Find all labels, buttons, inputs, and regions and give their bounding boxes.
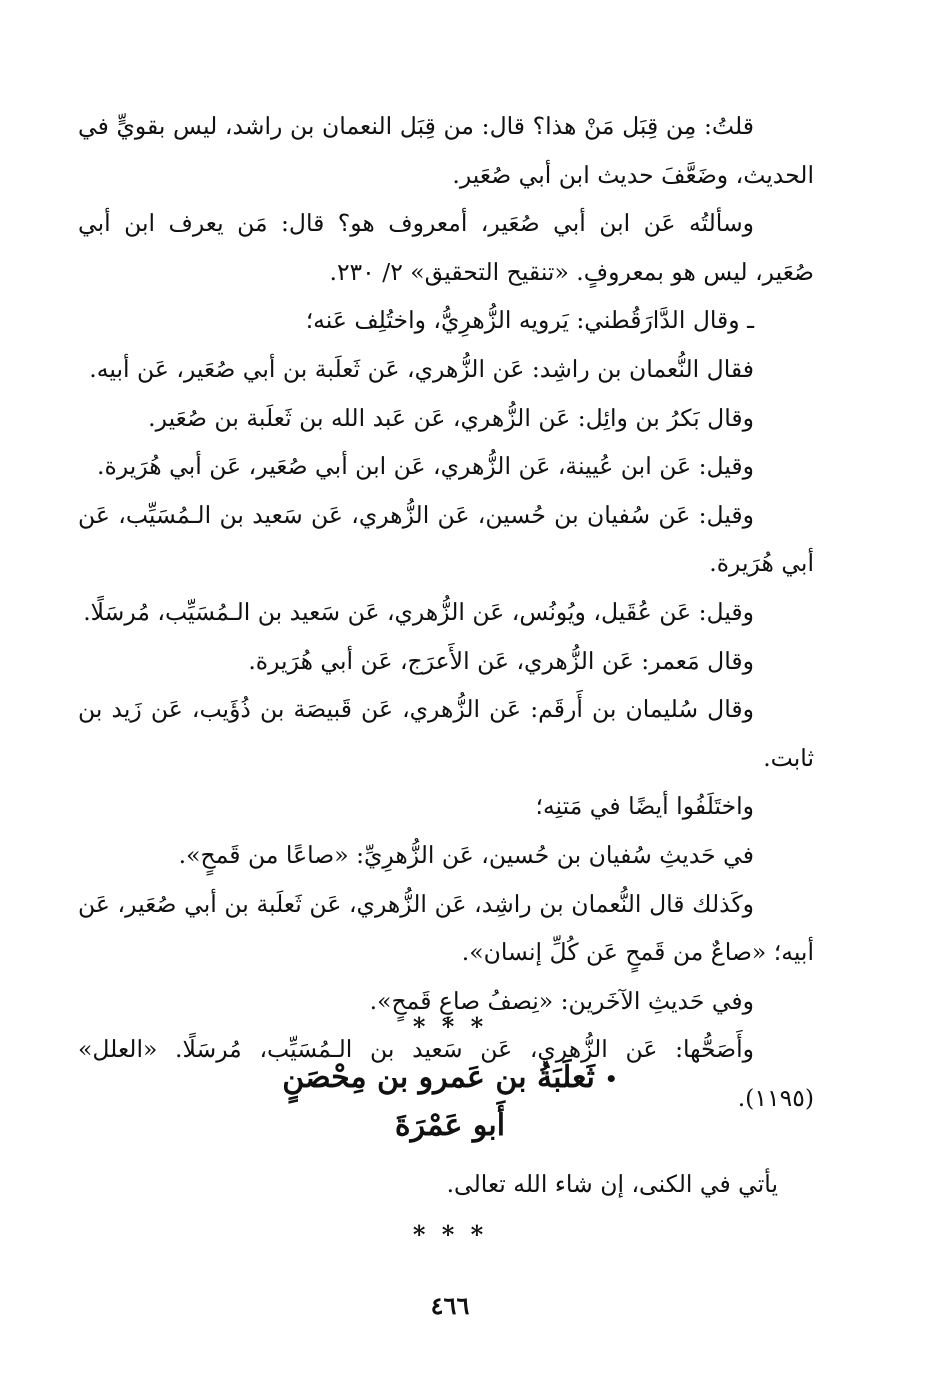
paragraph: في حَديثِ سُفيان بن حُسين، عَن الزُّهرِيِّ: «صاعًا من قَمحٍ». xyxy=(178,840,754,869)
paragraph: ـ وقال الدَّارَقُطني: يَرويه الزُّهرِيُّ، واختُلِف عَنه؛ xyxy=(305,306,754,335)
paragraph: وقال بَكرُ بن وائِل: عَن الزُّهري، عَن عَبد الله بن ثَعلَبة بن صُعَير. xyxy=(148,403,754,432)
paragraph: قلتُ: مِن قِبَل مَنْ هذا؟ قال: من قِبَل النعمان بن راشد، ليس بقويٍّ في الحديث، وضَعَّفَ حديث ابن أبي صُعَير. xyxy=(78,112,814,189)
entry-title xyxy=(0,1058,900,1099)
paragraph: وقيل: عَن ابن عُيينة، عَن الزُّهري، عَن ابن أبي صُعَير، عَن أبي هُرَيرة. xyxy=(97,452,754,481)
section-separator: * * * xyxy=(412,1220,488,1249)
paragraph: وقيل: عَن عُقَيل، ويُونُس، عَن الزُّهري، عَن سَعيد بن الـمُسَيِّب، مُرسَلًا. xyxy=(83,597,754,626)
paragraph: وقال سُليمان بن أَرقَم: عَن الزُّهري، عَن قَبيصَة بن ذُؤَيب، عَن زَيد بن ثابت. xyxy=(78,695,814,772)
entry-subtitle: أَبو عَمْرَةَ xyxy=(394,1108,506,1143)
paragraph: وكَذلك قال النُّعمان بن راشِد، عَن الزُّهري، عَن ثَعلَبة بن أبي صُعَير، عَن أبيه؛ «صاعٌ من قَمحٍ عَن كُلِّ إنسان». xyxy=(78,889,814,967)
paragraph: وسألتُه عَن ابن أبي صُعَير، أمعروف هو؟ قال: مَن يعرف ابن أبي صُعَير، ليس هو بمعروفٍ. «تنقيح التحقيق» ٢/ ٢٣٠. xyxy=(78,209,814,286)
paragraph: وفي حَديثِ الآخَرين: «نِصفُ صاعِ قَمحٍ». xyxy=(369,986,754,1015)
page-number: ٤٦٦ xyxy=(430,1291,470,1320)
paragraph: وقيل: عَن سُفيان بن حُسين، عَن الزُّهري، عَن سَعيد بن الـمُسَيِّب، عَن أبي هُرَيرة. xyxy=(78,500,814,578)
entry-note: يأتي في الكنى، إن شاء الله تعالى. xyxy=(446,1170,778,1198)
entry-title-text: ثَعلَبَةُ بن عَمرو بن مِحْصَنٍ xyxy=(282,1060,595,1095)
paragraph: وقال مَعمر: عَن الزُّهري، عَن الأَعرَج، عَن أبي هُرَيرة. xyxy=(248,646,754,675)
paragraph: فقال النُّعمان بن راشِد: عَن الزُّهري، عَن ثَعلَبة بن أبي صُعَير، عَن أبيه. xyxy=(89,354,754,383)
bullet-icon: • xyxy=(604,1067,618,1091)
paragraph: وأَصَحُّها: عَن الزُّهري، عَن سَعيد بن الـمُسَيِّب، مُرسَلًا. «العلل» (١١٩٥). xyxy=(78,1035,814,1112)
main-text xyxy=(78,102,814,1122)
section-separator: * * * xyxy=(412,1012,488,1041)
paragraph: واختَلَفُوا أيضًا في مَتنِه؛ xyxy=(535,792,754,821)
